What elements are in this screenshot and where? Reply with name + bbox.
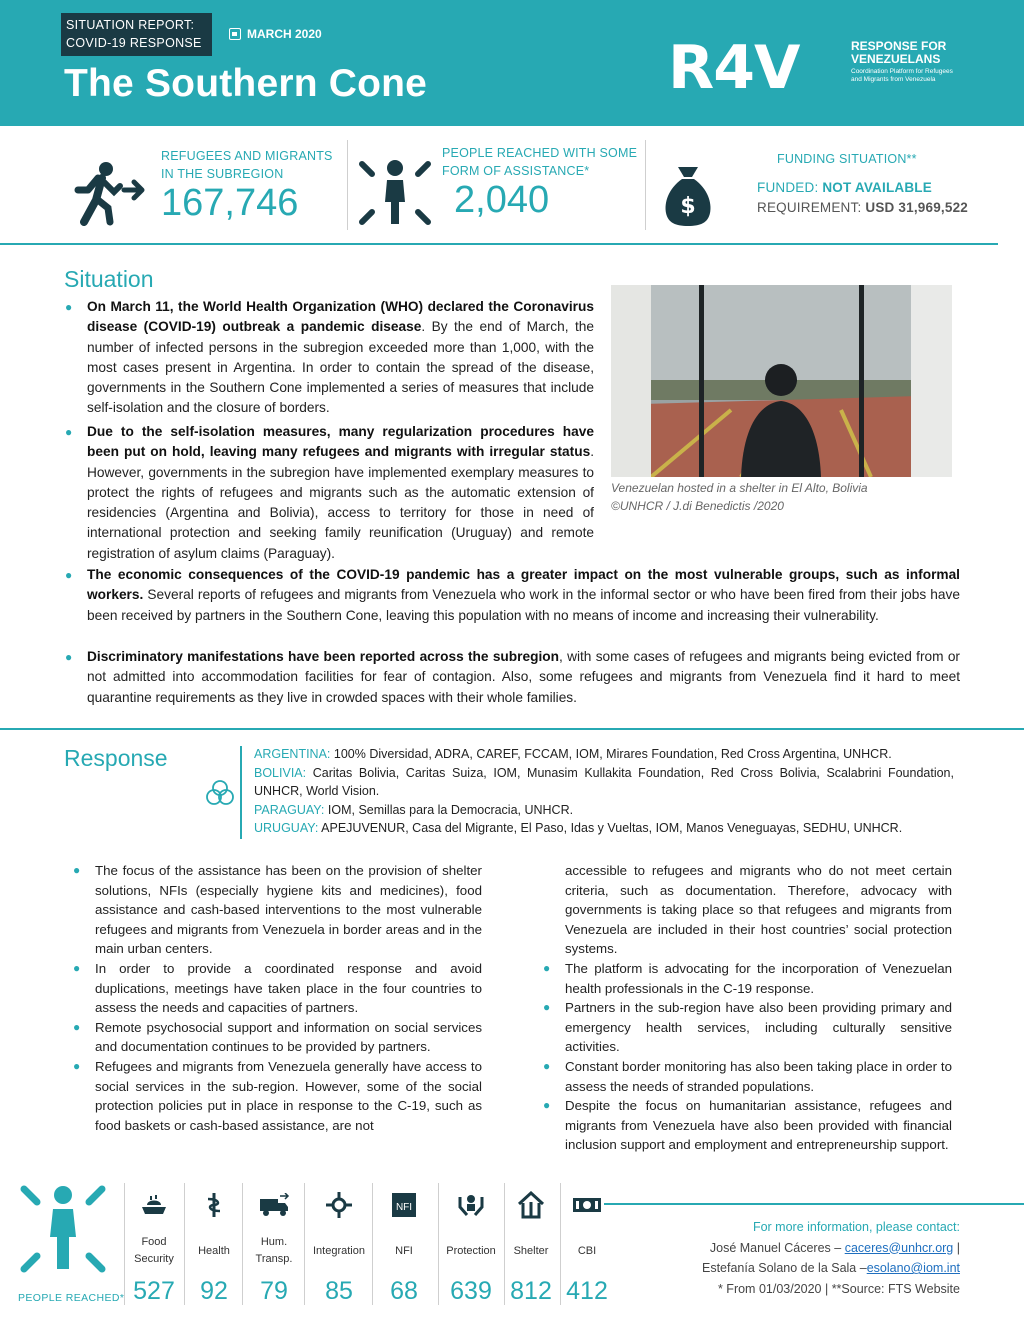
sector-label-line-1: Shelter bbox=[513, 1244, 549, 1257]
integration-icon bbox=[306, 1185, 372, 1225]
sector-label-line-1: Protection bbox=[446, 1244, 496, 1257]
sector-label bbox=[440, 1225, 502, 1277]
bullet-icon: ● bbox=[73, 960, 81, 975]
response-item bbox=[543, 998, 952, 1057]
sector-label-line-2: Transp. bbox=[255, 1253, 293, 1265]
partners-paraguay bbox=[254, 801, 954, 820]
partners-bolivia bbox=[254, 764, 954, 801]
contact-name-1: José Manuel Cáceres – bbox=[709, 1240, 842, 1255]
response-item bbox=[73, 861, 482, 959]
date-text: MARCH 2020 bbox=[247, 27, 322, 41]
requirement-label: REQUIREMENT: bbox=[757, 200, 862, 215]
response-item-text: The focus of the assistance has been on the provision of shelter solutions, NFIs (especially hygiene kits and medicines), food assistance and cash-based interventions to the most vulnerable refugees and migrants from Venezuela in border areas and in the main urban centers. bbox=[95, 863, 482, 957]
contact-line-1 bbox=[600, 1238, 960, 1259]
sector-value: 412 bbox=[566, 1277, 608, 1305]
sector-hum bbox=[244, 1185, 304, 1306]
logo-text bbox=[851, 40, 961, 84]
sector-divider bbox=[560, 1183, 561, 1305]
calendar-icon bbox=[229, 28, 241, 40]
situation-point-2-bold: Due to the self-isolation measures, many regularization procedures have been put on hold, leaving many refugees and migrants with irregular status bbox=[87, 424, 594, 460]
refugees-label-2: IN THE SUBREGION bbox=[161, 167, 284, 181]
situation-point-3-bold: The economic consequences of the COVID-19 pandemic has a greater impact on the most vulnerable groups, such as informal workers. bbox=[87, 567, 960, 603]
report-tag-line1: SITUATION REPORT: bbox=[66, 18, 195, 32]
shelter-photo bbox=[611, 285, 952, 477]
situation-point-3 bbox=[65, 565, 960, 626]
contact-block bbox=[600, 1217, 960, 1299]
section-rule bbox=[0, 728, 1024, 730]
sector-divider bbox=[504, 1183, 505, 1305]
sector-label bbox=[126, 1225, 182, 1277]
svg-text:$: $ bbox=[680, 194, 696, 219]
response-continuation: accessible to refugees and migrants who do not meet certain criteria, such as documentation. Therefore, advocacy with governments is taking place so that refugees and migrants from Venezuela are included in their host countries’ social protection systems. bbox=[565, 863, 952, 957]
sector-label-line-1: Health bbox=[198, 1244, 230, 1257]
health-icon bbox=[186, 1185, 242, 1225]
sector-label-line-1: Food bbox=[141, 1236, 167, 1248]
sector-health bbox=[186, 1185, 242, 1306]
people-reached-label: PEOPLE REACHED* bbox=[18, 1292, 125, 1304]
bullet-icon: ● bbox=[65, 650, 73, 664]
reached-label-2: FORM OF ASSISTANCE* bbox=[442, 164, 590, 178]
sector-protection bbox=[440, 1185, 502, 1306]
transport-icon bbox=[244, 1185, 304, 1225]
response-item bbox=[73, 959, 482, 1018]
funding-label: FUNDING SITUATION** bbox=[777, 152, 917, 166]
bullet-icon: ● bbox=[543, 960, 551, 975]
response-item-text: In order to provide a coordinated response and avoid duplications, meetings have taken place in the four countries to assess the needs and capacities of partners. bbox=[95, 960, 482, 1016]
sector-value: 79 bbox=[260, 1277, 288, 1305]
bullet-icon: ● bbox=[543, 1000, 551, 1015]
partners-argentina bbox=[254, 745, 954, 764]
report-tag bbox=[61, 13, 212, 56]
caption-line-2: ©UNHCR / J.di Benedictis /2020 bbox=[611, 499, 784, 513]
sector-food bbox=[126, 1185, 182, 1306]
response-item-text: Refugees and migrants from Venezuela generally have access to social services in the sub-region. However, some of the social protection policies put in place in response to the C-19, such as food baskets or cash-based assistance, are not bbox=[95, 1058, 482, 1133]
response-bar bbox=[240, 746, 242, 839]
response-item bbox=[543, 1096, 952, 1155]
sector-value: 92 bbox=[200, 1277, 228, 1305]
response-item-text: Remote psychosocial support and information on social services and documentation continues to be provided by partners. bbox=[95, 1019, 482, 1055]
situation-point-4-bold: Discriminatory manifestations have been reported across the subregion bbox=[87, 649, 559, 664]
contact-separator: | bbox=[956, 1240, 960, 1255]
situation-point-2 bbox=[65, 422, 594, 561]
sector-divider bbox=[184, 1183, 185, 1305]
photo-caption bbox=[611, 479, 868, 515]
logo-title: RESPONSE FOR VENEZUELANS bbox=[851, 39, 947, 66]
response-item-text: Constant border monitoring has also been taking place in order to assess the needs of stranded populations. bbox=[565, 1058, 952, 1094]
uruguay-label: URUGUAY: bbox=[254, 821, 319, 835]
contact-rule bbox=[604, 1203, 1024, 1205]
bullet-icon: ● bbox=[543, 1098, 551, 1113]
sector-label-line-1: NFI bbox=[395, 1244, 413, 1257]
requirement-value: USD 31,969,522 bbox=[865, 200, 968, 215]
bullet-icon: ● bbox=[543, 1058, 551, 1073]
response-item bbox=[543, 959, 952, 998]
sector-label-line-1: Integration bbox=[313, 1244, 365, 1257]
contact-heading: For more information, please contact: bbox=[752, 1220, 960, 1234]
logo-subtitle: Coordination Platform for Refugees and Migrants from Venezuela bbox=[851, 68, 953, 83]
partners-icon bbox=[205, 779, 235, 812]
response-left-column bbox=[73, 861, 482, 1135]
sector-divider bbox=[438, 1183, 439, 1305]
bullet-icon: ● bbox=[73, 1058, 81, 1073]
situation-point-4 bbox=[65, 647, 960, 708]
sector-value: 639 bbox=[450, 1277, 492, 1305]
situation-point-2-text: . However, governments in the subregion have implemented exemplary measures to protect the rights of refugees and migrants such as the automatic extension of residencies (Argentina and Bolivia), access to territory for those in need of international protection and seeking family reunification (Uruguay) and remote registration of asylum claims (Paraguay). bbox=[87, 444, 594, 561]
paraguay-partners: IOM, Semillas para la Democracia, UNHCR. bbox=[327, 802, 574, 817]
response-item-text: Despite the focus on humanitarian assistance, refugees and migrants from Venezuela have also been provided with financial inclusion support and employment and entrepreneurship support. bbox=[565, 1098, 952, 1153]
divider bbox=[347, 140, 348, 230]
sector-label bbox=[506, 1225, 556, 1277]
bolivia-partners: Caritas Bolivia, Caritas Suiza, IOM, Munasim Kullakita Foundation, Red Cross Bolivia, Scalabrini Foundation, UNHCR, World Vision. bbox=[254, 765, 954, 798]
protection-icon bbox=[440, 1185, 502, 1225]
header-banner bbox=[0, 0, 1024, 126]
refugees-stat bbox=[161, 147, 333, 223]
funded-line bbox=[757, 180, 932, 195]
bullet-icon: ● bbox=[65, 425, 73, 439]
bullet-icon: ● bbox=[65, 300, 73, 314]
people-reached-teal-icon bbox=[20, 1183, 106, 1280]
shelter-icon bbox=[506, 1185, 556, 1225]
bullet-icon: ● bbox=[73, 1019, 81, 1034]
people-reached-icon bbox=[358, 158, 432, 231]
sector-label bbox=[186, 1225, 242, 1277]
nfi-icon bbox=[374, 1185, 434, 1225]
sector-divider bbox=[124, 1183, 125, 1305]
caption-line-1: Venezuelan hosted in a shelter in El Alto, Bolivia bbox=[611, 481, 868, 495]
sector-value: 812 bbox=[510, 1277, 552, 1305]
sector-label bbox=[374, 1225, 434, 1277]
reached-label-1: PEOPLE REACHED WITH SOME bbox=[442, 146, 638, 160]
situation-point-1 bbox=[65, 297, 594, 419]
contact-line-2 bbox=[600, 1258, 960, 1279]
sector-value: 68 bbox=[390, 1277, 418, 1305]
food-icon bbox=[126, 1185, 182, 1225]
bolivia-label: BOLIVIA: bbox=[254, 765, 307, 780]
contact-email-2[interactable]: esolano@iom.int bbox=[866, 1261, 960, 1275]
argentina-label: ARGENTINA: bbox=[254, 747, 331, 761]
response-item bbox=[543, 1057, 952, 1096]
situation-point-4-text: , with some cases of refugees and migrants being evicted from or not admitted into accommodation facilities for fear of contagion. Also, some refugees and migrants from Venezuela find it hard to meet quarantine requirements as they live in crowded spaces with their whole families. bbox=[87, 649, 960, 705]
situation-point-3-text: Several reports of refugees and migrants from Venezuela who work in the informal sector or who have been fired from their jobs have been received by partners in the Southern Cone, leaving this population with no means of income and increasing their vulnerability. bbox=[87, 587, 960, 623]
response-item-text: Partners in the sub-region have also been providing primary and emergency health services, including culturally sensitive activities. bbox=[565, 1000, 952, 1055]
uruguay-partners: APEJUVENUR, Casa del Migrante, El Paso, Idas y Vueltas, IOM, Manos Veneguayas, SEDHU, UNHCR. bbox=[321, 821, 903, 835]
refugees-label-1: REFUGEES AND MIGRANTS bbox=[161, 149, 333, 163]
reached-stat bbox=[442, 144, 637, 220]
reached-value: 2,040 bbox=[454, 179, 550, 221]
divider bbox=[645, 140, 646, 230]
response-item-text: The platform is advocating for the incorporation of Venezuelan health professionals in the C-19 response. bbox=[565, 960, 952, 996]
walking-person-icon bbox=[64, 160, 146, 231]
report-date bbox=[229, 27, 322, 41]
response-item bbox=[73, 1057, 482, 1135]
contact-name-2: Estefanía Solano de la Sala – bbox=[701, 1261, 867, 1275]
sector-label bbox=[306, 1225, 372, 1277]
sector-label-line-2: Security bbox=[134, 1253, 174, 1265]
sector-nfi bbox=[374, 1185, 434, 1306]
money-bag-icon bbox=[664, 163, 712, 232]
page-title: The Southern Cone bbox=[64, 62, 428, 105]
partners-uruguay bbox=[254, 819, 954, 838]
sector-label-line-1: Hum. bbox=[260, 1236, 288, 1248]
situation-point-1-text: . By the end of March, the number of infected persons in the subregion exceeded more than 1,000, with the most cases present in Argentina. In order to contain the spread of the disease, governments in the Southern Cone implemented a series of measures that include self-isolation and the closure of borders. bbox=[87, 319, 594, 416]
funded-value: NOT AVAILABLE bbox=[822, 180, 932, 195]
funded-label: FUNDED: bbox=[757, 180, 819, 195]
sector-divider bbox=[304, 1183, 305, 1305]
situation-heading: Situation bbox=[64, 266, 154, 292]
sector-divider bbox=[372, 1183, 373, 1305]
refugees-value: 167,746 bbox=[161, 182, 299, 224]
section-rule bbox=[0, 243, 998, 245]
sector-shelter bbox=[506, 1185, 556, 1306]
requirement-line bbox=[757, 200, 968, 215]
sector-integration bbox=[306, 1185, 372, 1306]
argentina-partners: 100% Diversidad, ADRA, CAREF, FCCAM, IOM, Mirares Foundation, Red Cross Argentina, UNHCR. bbox=[333, 747, 892, 761]
report-tag-line2: COVID-19 RESPONSE bbox=[66, 36, 202, 50]
sector-value: 85 bbox=[325, 1277, 353, 1305]
partner-list bbox=[254, 745, 954, 838]
response-item bbox=[73, 1018, 482, 1057]
footnote: * From 01/03/2020 | **Source: FTS Website bbox=[717, 1281, 960, 1296]
contact-email-1[interactable]: caceres@unhcr.org bbox=[844, 1240, 954, 1255]
sector-label bbox=[244, 1225, 304, 1277]
sector-value: 527 bbox=[133, 1277, 175, 1305]
sector-label-line-1: CBI bbox=[577, 1244, 597, 1257]
response-right-column bbox=[543, 861, 952, 1155]
sector-divider bbox=[242, 1183, 243, 1305]
response-heading: Response bbox=[64, 745, 168, 771]
situation-point-1-bold: On March 11, the World Health Organization (WHO) declared the Coronavirus disease (COVID-19) outbreak a pandemic disease bbox=[87, 299, 594, 335]
r4v-logo: R4V bbox=[668, 33, 800, 103]
svg-text:NFI: NFI bbox=[395, 1202, 413, 1213]
paraguay-label: PARAGUAY: bbox=[254, 802, 325, 817]
bullet-icon: ● bbox=[65, 568, 73, 582]
bullet-icon: ● bbox=[73, 863, 81, 877]
